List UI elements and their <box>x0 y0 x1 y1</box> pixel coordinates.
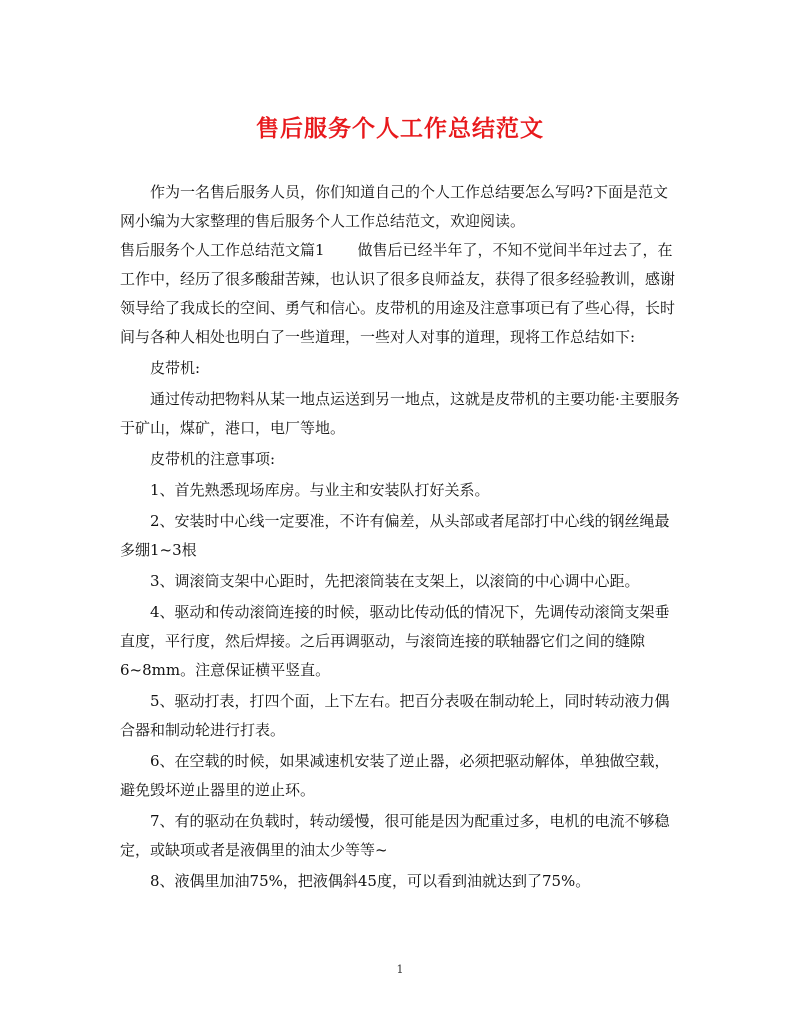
section-paragraph <box>120 236 680 352</box>
section-body: 做售后已经半年了，不知不觉间半年过去了，在工作中，经历了很多酸甜苦辣，也认识了很多良师益友，获得了很多经验教训，感谢领导给了我成长的空间、勇气和信心。皮带机的用途及注意事项已有了些心得，长时间与各种人相处也明白了一些道理，一些对人对事的道理，现将工作总结如下: <box>120 241 676 346</box>
list-item: 6、在空载的时候，如果减速机安装了逆止器，必须把驱动解体，单独做空载，避免毁坏逆止器里的逆止环。 <box>120 752 670 799</box>
section-heading: 售后服务个人工作总结范文篇1 <box>120 241 325 259</box>
document-body <box>120 178 680 896</box>
belt-label: 皮带机: <box>150 359 201 377</box>
list-item: 1、首先熟悉现场库房。与业主和安装队打好关系。 <box>150 481 490 499</box>
belt-description: 通过传动把物料从某一地点运送到另一地点，这就是皮带机的主要功能·主要服务于矿山，煤矿，港口，电厂等地。 <box>120 390 680 437</box>
list-item: 2、安装时中心线一定要准，不许有偏差，从头部或者尾部打中心线的钢丝绳最多绷1~3根 <box>120 512 670 559</box>
intro-paragraph: 作为一名售后服务人员，你们知道自己的个人工作总结要怎么写吗?下面是范文网小编为大家整理的售后服务个人工作总结范文，欢迎阅读。 <box>120 183 669 230</box>
list-item: 4、驱动和传动滚筒连接的时候，驱动比传动低的情况下，先调传动滚筒支架垂直度，平行度，然后焊接。之后再调驱动，与滚筒连接的联轴器它们之间的缝隙6~8mm。注意保证横平竖直。 <box>120 603 670 679</box>
page-number: 1 <box>396 963 404 976</box>
document-title: 售后服务个人工作总结范文 <box>256 115 544 142</box>
list-item: 5、驱动打表，打四个面，上下左右。把百分表吸在制动轮上，同时转动液力偶合器和制动轮进行打表。 <box>120 692 670 739</box>
list-item: 7、有的驱动在负载时，转动缓慢，很可能是因为配重过多，电机的电流不够稳定，或缺项或者是液偶里的油太少等等~ <box>120 812 670 859</box>
notes-label: 皮带机的注意事项: <box>150 450 276 468</box>
list-item: 8、液偶里加油75%，把液偶斜45度，可以看到油就达到了75%。 <box>150 872 591 890</box>
list-item: 3、调滚筒支架中心距时，先把滚筒装在支架上，以滚筒的中心调中心距。 <box>150 572 640 590</box>
